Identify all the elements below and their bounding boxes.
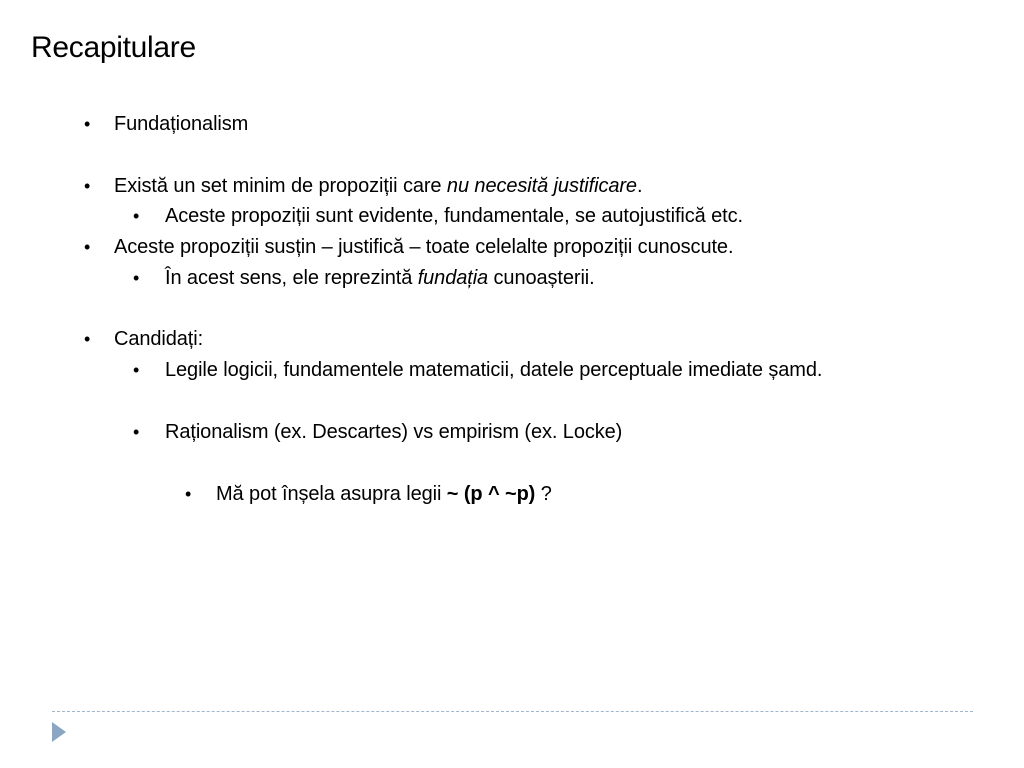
bullet-text-emphasis: nu necesită justificare	[446, 175, 637, 197]
bullet-marker: •	[185, 484, 192, 504]
subbullet-rationalism	[133, 419, 623, 445]
bullet-text-formula: ~ (p ^ ~p)	[446, 483, 536, 505]
bullet-marker: •	[133, 268, 140, 288]
bullet-text-post: .	[636, 175, 643, 197]
bullet-marker: •	[133, 206, 140, 226]
bullet-text-pre: În acest sens, ele reprezintă	[165, 267, 418, 289]
bullet-text: Legile logicii, fundamentele matematicii, datele perceptuale imediate șamd.	[165, 359, 823, 381]
bullet-text: Candidați:	[114, 328, 204, 350]
subbullet-evidente	[133, 203, 743, 229]
bullet-marker: •	[84, 176, 91, 196]
bullet-set-minim	[84, 173, 643, 199]
play-arrow-icon	[52, 722, 66, 742]
bullet-text-emphasis: fundația	[417, 267, 489, 289]
bullet-text: Aceste propoziții sunt evidente, fundamentale, se autojustifică etc.	[165, 205, 743, 227]
bullet-candidati	[84, 326, 204, 352]
bullet-marker: •	[84, 114, 91, 134]
bullet-text: Fundaționalism	[114, 113, 249, 135]
footer-divider	[52, 711, 973, 712]
bullet-marker: •	[84, 237, 91, 257]
slide-title: Recapitulare	[31, 31, 196, 64]
bullet-sustin	[84, 234, 734, 260]
subbullet-legile-logicii	[133, 357, 823, 383]
bullet-text-post: ?	[535, 483, 552, 505]
bullet-text-post: cunoașterii.	[488, 267, 595, 289]
bullet-marker: •	[84, 329, 91, 349]
bullet-text: Aceste propoziții susțin – justifică – toate celelalte propoziții cunoscute.	[114, 236, 734, 258]
bullet-text: Raționalism (ex. Descartes) vs empirism (ex. Locke)	[165, 421, 623, 443]
bullet-text-pre: Mă pot înșela asupra legii	[216, 483, 447, 505]
bullet-marker: •	[133, 422, 140, 442]
subsubbullet-legea-necontradictiei	[185, 481, 552, 507]
bullet-marker: •	[133, 360, 140, 380]
bullet-text-pre: Există un set minim de propoziții care	[114, 175, 447, 197]
subbullet-fundatia	[133, 265, 595, 291]
bullet-fundationalism	[84, 111, 249, 137]
